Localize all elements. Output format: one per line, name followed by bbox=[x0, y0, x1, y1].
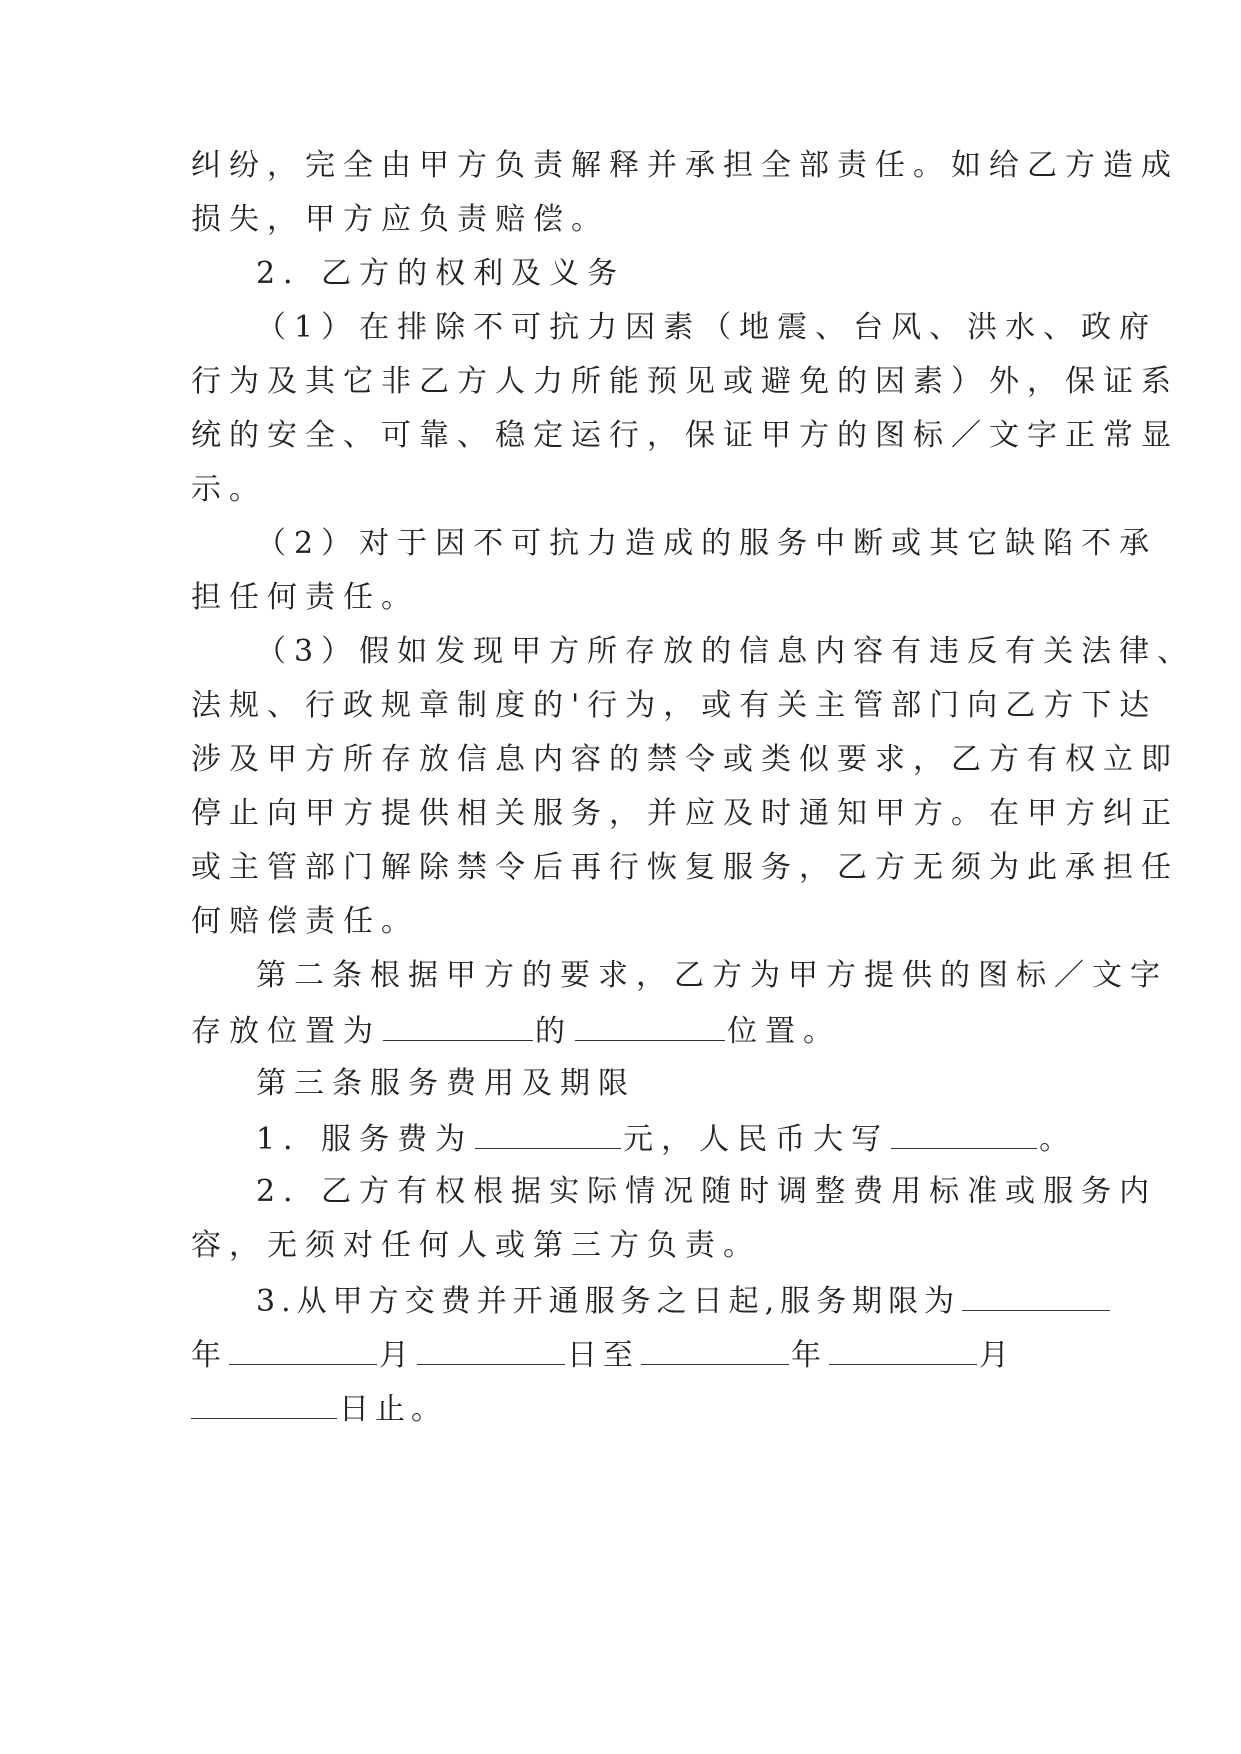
text-segment: 年 bbox=[191, 1338, 227, 1373]
paragraph-line: （3）假如发现甲方所存放的信息内容有违反有关法律、 bbox=[256, 634, 1196, 669]
paragraph-line: 何赔偿责任。 bbox=[191, 904, 419, 939]
text-segment: 存放位置为 bbox=[191, 1014, 381, 1049]
paragraph-line: 涉及甲方所存放信息内容的禁令或类似要求，乙方有权立即 bbox=[191, 742, 1179, 777]
term-dates-line bbox=[191, 1334, 1015, 1374]
paragraph-line: （2）对于因不可抗力造成的服务中断或其它缺陷不承 bbox=[256, 526, 1158, 561]
article-three-heading: 第三条服务费用及期限 bbox=[256, 1066, 636, 1101]
article-two-line: 第二条根据甲方的要求，乙方为甲方提供的图标／文字 bbox=[256, 958, 1168, 993]
text-segment: 1．服务费为 bbox=[256, 1122, 474, 1157]
text-segment: 日至 bbox=[567, 1338, 639, 1373]
text-segment: 月 bbox=[379, 1338, 415, 1373]
text-segment: 日止。 bbox=[339, 1392, 447, 1427]
fill-blank[interactable] bbox=[829, 1334, 977, 1365]
text-segment: 。 bbox=[1039, 1122, 1078, 1157]
paragraph-line: 损失，甲方应负责赔偿。 bbox=[191, 202, 609, 237]
service-fee-line bbox=[256, 1118, 1077, 1158]
text-segment: 位置。 bbox=[727, 1014, 841, 1049]
fill-blank[interactable] bbox=[575, 1010, 725, 1041]
paragraph-line: 纠纷，完全由甲方负责解释并承担全部责任。如给乙方造成 bbox=[191, 148, 1179, 183]
fill-blank[interactable] bbox=[891, 1118, 1037, 1149]
text-segment: 年 bbox=[791, 1338, 827, 1373]
paragraph-line: 容，无须对任何人或第三方负责。 bbox=[191, 1228, 761, 1263]
paragraph-line: 行为及其它非乙方人力所能预见或避免的因素）外，保证系 bbox=[191, 364, 1179, 399]
text-segment: 3.从甲方交费并开通服务之日起,服务期限为 bbox=[256, 1284, 961, 1319]
section-heading: 2．乙方的权利及义务 bbox=[256, 256, 626, 291]
text-segment: 月 bbox=[979, 1338, 1015, 1373]
fill-blank[interactable] bbox=[229, 1334, 377, 1365]
paragraph-line: 担任何责任。 bbox=[191, 580, 419, 615]
paragraph-line: 2．乙方有权根据实际情况随时调整费用标准或服务内 bbox=[256, 1174, 1158, 1209]
text-segment: 的 bbox=[535, 1014, 573, 1049]
fill-blank[interactable] bbox=[191, 1388, 337, 1419]
paragraph-line: 停止向甲方提供相关服务，并应及时通知甲方。在甲方纠正 bbox=[191, 796, 1179, 831]
text-segment: 元，人民币大写 bbox=[623, 1122, 890, 1157]
fill-blank[interactable] bbox=[475, 1118, 621, 1149]
paragraph-line: 统的安全、可靠、稳定运行，保证甲方的图标／文字正常显 bbox=[191, 418, 1179, 453]
fill-blank[interactable] bbox=[383, 1010, 533, 1041]
service-term-line bbox=[256, 1280, 1112, 1320]
paragraph-line: （1）在排除不可抗力因素（地震、台风、洪水、政府 bbox=[256, 310, 1158, 345]
fill-blank[interactable] bbox=[641, 1334, 789, 1365]
fill-blank[interactable] bbox=[417, 1334, 565, 1365]
term-end-line bbox=[191, 1388, 447, 1428]
article-two-position-line bbox=[191, 1010, 841, 1050]
paragraph-line: 法规、行政规章制度的'行为，或有关主管部门向乙方下达 bbox=[191, 688, 1158, 723]
fill-blank[interactable] bbox=[962, 1280, 1110, 1311]
paragraph-line: 或主管部门解除禁令后再行恢复服务，乙方无须为此承担任 bbox=[191, 850, 1179, 885]
paragraph-line: 示。 bbox=[191, 472, 267, 507]
